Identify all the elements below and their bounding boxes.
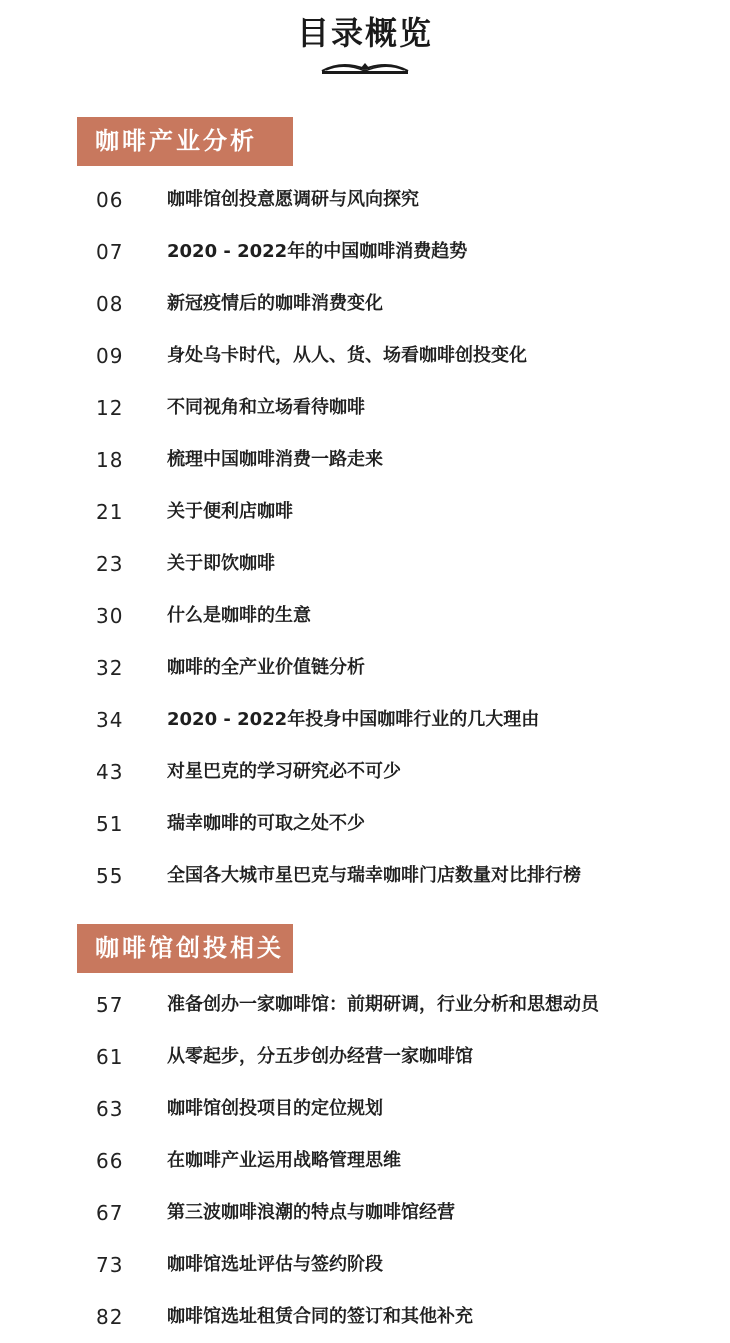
toc-entry[interactable] xyxy=(0,434,730,486)
toc-entry-title: 咖啡馆创投项目的定位规划 xyxy=(167,1098,383,1119)
toc-entry[interactable] xyxy=(0,1135,730,1187)
toc-entry-title: 瑞幸咖啡的可取之处不少 xyxy=(167,813,365,834)
toc-page-number: 63 xyxy=(96,1097,124,1121)
toc-entry[interactable] xyxy=(0,1187,730,1239)
toc-entry-title: 什么是咖啡的生意 xyxy=(167,605,311,626)
toc-page-number: 32 xyxy=(96,656,124,680)
toc-entry[interactable] xyxy=(0,226,730,278)
toc-entry[interactable] xyxy=(0,382,730,434)
toc-page-number: 30 xyxy=(96,604,124,628)
toc-entry[interactable] xyxy=(0,850,730,902)
toc-page-number: 34 xyxy=(96,708,124,732)
toc-entry-title: 关于即饮咖啡 xyxy=(167,553,275,574)
toc-page-number: 82 xyxy=(96,1305,124,1329)
toc-entry[interactable] xyxy=(0,538,730,590)
toc-entry-title: 不同视角和立场看待咖啡 xyxy=(167,397,365,418)
toc-entry[interactable] xyxy=(0,1239,730,1291)
toc-entry[interactable] xyxy=(0,642,730,694)
toc-entry[interactable] xyxy=(0,1083,730,1135)
toc-entry[interactable] xyxy=(0,979,730,1031)
toc-entry[interactable] xyxy=(0,330,730,382)
toc-page-number: 06 xyxy=(96,188,124,212)
toc-page-number: 67 xyxy=(96,1201,124,1225)
toc-entry-title: 身处乌卡时代，从人、货、场看咖啡创投变化 xyxy=(167,345,527,366)
toc-entry-title: 咖啡的全产业价值链分析 xyxy=(167,657,365,678)
toc-entry-title: 新冠疫情后的咖啡消费变化 xyxy=(167,293,383,314)
toc-entry[interactable] xyxy=(0,694,730,746)
toc-page-number: 55 xyxy=(96,864,124,888)
toc-entry-title: 咖啡馆创投意愿调研与风向探究 xyxy=(167,189,419,210)
toc-page-number: 43 xyxy=(96,760,124,784)
toc-page-number: 73 xyxy=(96,1253,124,1277)
toc-list-industry-analysis xyxy=(0,174,730,902)
toc-entry[interactable] xyxy=(0,1031,730,1083)
book-ornament-icon xyxy=(320,58,410,76)
toc-entry-title: 2020 - 2022年投身中国咖啡行业的几大理由 xyxy=(167,709,540,730)
toc-entry[interactable] xyxy=(0,798,730,850)
toc-entry-title: 对星巴克的学习研究必不可少 xyxy=(167,761,401,782)
toc-entry-title: 全国各大城市星巴克与瑞幸咖啡门店数量对比排行榜 xyxy=(167,865,581,886)
toc-entry[interactable] xyxy=(0,486,730,538)
toc-entry[interactable] xyxy=(0,590,730,642)
page-title: 目录概览 xyxy=(296,14,433,52)
toc-list-cafe-investment xyxy=(0,979,730,1343)
toc-entry-title: 从零起步，分五步创办经营一家咖啡馆 xyxy=(167,1046,473,1067)
toc-page-number: 21 xyxy=(96,500,124,524)
toc-page-number: 12 xyxy=(96,396,124,420)
toc-entry-title: 准备创办一家咖啡馆：前期研调，行业分析和思想动员 xyxy=(167,994,599,1015)
toc-entry-title: 2020 - 2022年的中国咖啡消费趋势 xyxy=(167,241,468,262)
toc-entry-title: 咖啡馆选址租赁合同的签订和其他补充 xyxy=(167,1306,473,1327)
toc-page-number: 66 xyxy=(96,1149,124,1173)
toc-page-number: 18 xyxy=(96,448,124,472)
toc-entry[interactable] xyxy=(0,746,730,798)
toc-page-number: 57 xyxy=(96,993,124,1017)
toc-entry[interactable] xyxy=(0,174,730,226)
toc-entry-title: 关于便利店咖啡 xyxy=(167,501,293,522)
toc-entry-title: 梳理中国咖啡消费一路走来 xyxy=(167,449,383,470)
section-header-cafe-investment: 咖啡馆创投相关 xyxy=(77,924,293,973)
toc-page-number: 08 xyxy=(96,292,124,316)
toc-page-number: 61 xyxy=(96,1045,124,1069)
toc-page-number: 07 xyxy=(96,240,124,264)
toc-page-number: 09 xyxy=(96,344,124,368)
toc-entry-title: 第三波咖啡浪潮的特点与咖啡馆经营 xyxy=(167,1202,455,1223)
toc-page-number: 23 xyxy=(96,552,124,576)
toc-entry[interactable] xyxy=(0,278,730,330)
toc-entry[interactable] xyxy=(0,1291,730,1343)
toc-entry-title: 咖啡馆选址评估与签约阶段 xyxy=(167,1254,383,1275)
section-header-industry-analysis: 咖啡产业分析 xyxy=(77,117,293,166)
toc-entry-title: 在咖啡产业运用战略管理思维 xyxy=(167,1150,401,1171)
toc-page-number: 51 xyxy=(96,812,124,836)
